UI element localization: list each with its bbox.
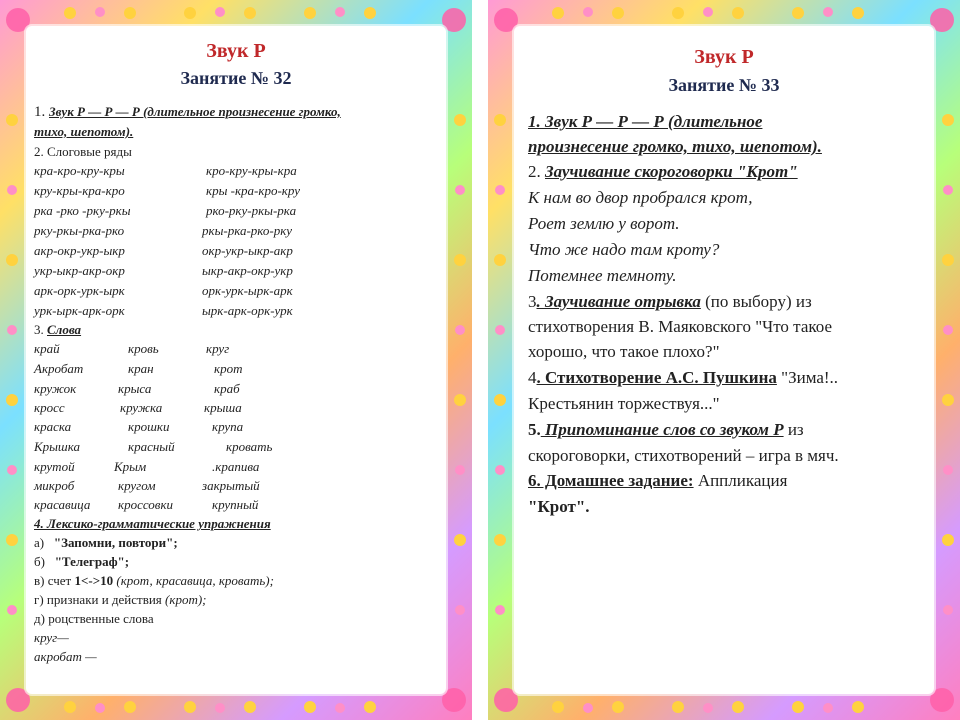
word-row-6-a: Крышка (34, 439, 81, 454)
lesson-number: Занятие № 32 (180, 68, 292, 88)
word-row-4-a: кросс (34, 400, 65, 415)
word-row-3-c: краб (214, 381, 240, 396)
word-row-1-b: кровь (128, 341, 159, 356)
item-2: 2. Заучивание скороговорки "Крот" (528, 162, 798, 181)
syllable-row-2-a: кру-кры-кра-кро (34, 183, 125, 198)
lesson-number: Занятие № 33 (668, 75, 780, 95)
word-row-2-c: крот (214, 361, 243, 376)
word-row-5-b: крошки (128, 419, 170, 434)
word-row-6-b: красный (128, 439, 175, 454)
word-row-7-c: .крапива (212, 459, 260, 474)
syllable-row-8-b: ырк-арк-орк-урк (202, 303, 293, 318)
syllable-row-1-b: кро-кру-кры-кра (206, 163, 297, 178)
syllable-row-6-a: укр-ыкр-акр-окр (34, 263, 125, 278)
lesson-card-32 (0, 0, 472, 720)
word-row-9-c: крупный (212, 497, 259, 512)
item-5-line-2: скороговорки, стихотворений – игра в мяч. (528, 446, 839, 465)
word-row-6-c: кровать (226, 439, 273, 454)
item-5: 5. Припоминание слов со звуком Р из (528, 420, 804, 439)
item-2-heading: 2. Слоговые ряды (34, 144, 132, 159)
syllable-row-1-a: кра-кро-кру-кры (34, 163, 125, 178)
lesson-card-33 (488, 0, 960, 720)
page-gap (472, 0, 488, 720)
syllable-row-4-a: рку-ркы-рка-рко (34, 223, 125, 238)
syllable-row-7-a: арк-орк-урк-ырк (34, 283, 125, 298)
related-word-1: круг— (34, 630, 69, 645)
word-row-8-c: закрытый (202, 478, 260, 493)
exercise-a: а) "Запомни, повтори"; (34, 535, 178, 550)
related-word-2: акробат — (34, 649, 97, 664)
word-row-5-a: краска (34, 419, 72, 434)
syllable-row-2-b: кры -кра-кро-кру (206, 183, 300, 198)
exercise-d: д) роцственные слова (34, 611, 154, 626)
item-4: 4. Стихотворение А.С. Пушкина "Зима!.. (528, 368, 839, 387)
syllable-row-7-b: орк-урк-ырк-арк (202, 283, 293, 298)
lesson-32-page (26, 26, 446, 694)
word-row-2-b: кран (128, 361, 154, 376)
poem-line-2: Роет землю у ворот. (528, 214, 680, 233)
exercise-g: г) признаки и действия (крот); (34, 592, 207, 607)
item-1-line-2: тихо, шепотом). (34, 124, 134, 139)
word-row-1-a: край (34, 341, 60, 356)
syllable-row-6-b: ыкр-акр-окр-укр (202, 263, 293, 278)
poem-line-1: К нам во двор пробрался крот, (528, 188, 753, 207)
lesson-33-page (514, 26, 934, 694)
word-row-5-c: крупа (212, 419, 244, 434)
syllable-row-3-b: рко-рку-ркы-рка (206, 203, 297, 218)
word-row-8-b: кругом (118, 478, 156, 493)
item-3-line-3: хорошо, что такое плохо?" (528, 342, 720, 361)
word-row-4-c: крыша (204, 400, 242, 415)
poem-line-4: Потемнее темноту. (528, 266, 677, 285)
word-row-8-a: микроб (34, 478, 75, 493)
item-1-line-2: произнесение громко, тихо, шепотом). (528, 137, 822, 156)
item-6-line-2: "Крот". (528, 497, 590, 516)
syllable-row-8-a: урк-ырк-арк-орк (34, 303, 125, 318)
item-1: 1. Звук Р — Р — Р (длительное (528, 112, 763, 131)
word-row-7-a: крутой (34, 459, 75, 474)
poem-line-3: Что же надо там кроту? (528, 240, 720, 259)
item-4-line-2: Крестьянин торжествуя..." (528, 394, 720, 413)
item-4-heading: 4. Лексико-грамматические упражнения (34, 516, 271, 531)
page-title: Звук Р (694, 46, 754, 68)
exercise-v: в) счет 1<->10 (крот, красавица, кровать); (34, 573, 274, 588)
word-row-7-b: Крым (114, 459, 147, 474)
word-row-9-a: красавица (34, 497, 91, 512)
item-3-line-2: стихотворения В. Маяковского "Что такое (528, 317, 833, 336)
syllable-row-5-b: окр-укр-ыкр-акр (202, 243, 293, 258)
page-title: Звук Р (206, 40, 266, 62)
exercise-b: б) "Телеграф"; (34, 554, 130, 569)
word-row-2-a: Акробат (34, 361, 84, 376)
item-3-heading: 3. Слова (34, 322, 82, 337)
syllable-row-4-b: ркы-рка-рко-рку (202, 223, 293, 238)
word-row-9-b: кроссовки (118, 497, 174, 512)
item-6: 6. Домашнее задание: Аппликация (528, 471, 788, 490)
word-row-1-c: круг (206, 341, 230, 356)
syllable-row-5-a: акр-окр-укр-ыкр (34, 243, 125, 258)
word-row-4-b: кружка (120, 400, 163, 415)
word-row-3-b: крыса (118, 381, 152, 396)
word-row-3-a: кружок (34, 381, 77, 396)
item-3: 3. Заучивание отрывка (по выбору) из (528, 292, 812, 311)
item-1: 1. Звук Р — Р — Р (длительное произнесение громко, (34, 104, 341, 120)
syllable-row-3-a: рка -рко -рку-ркы (34, 203, 131, 218)
